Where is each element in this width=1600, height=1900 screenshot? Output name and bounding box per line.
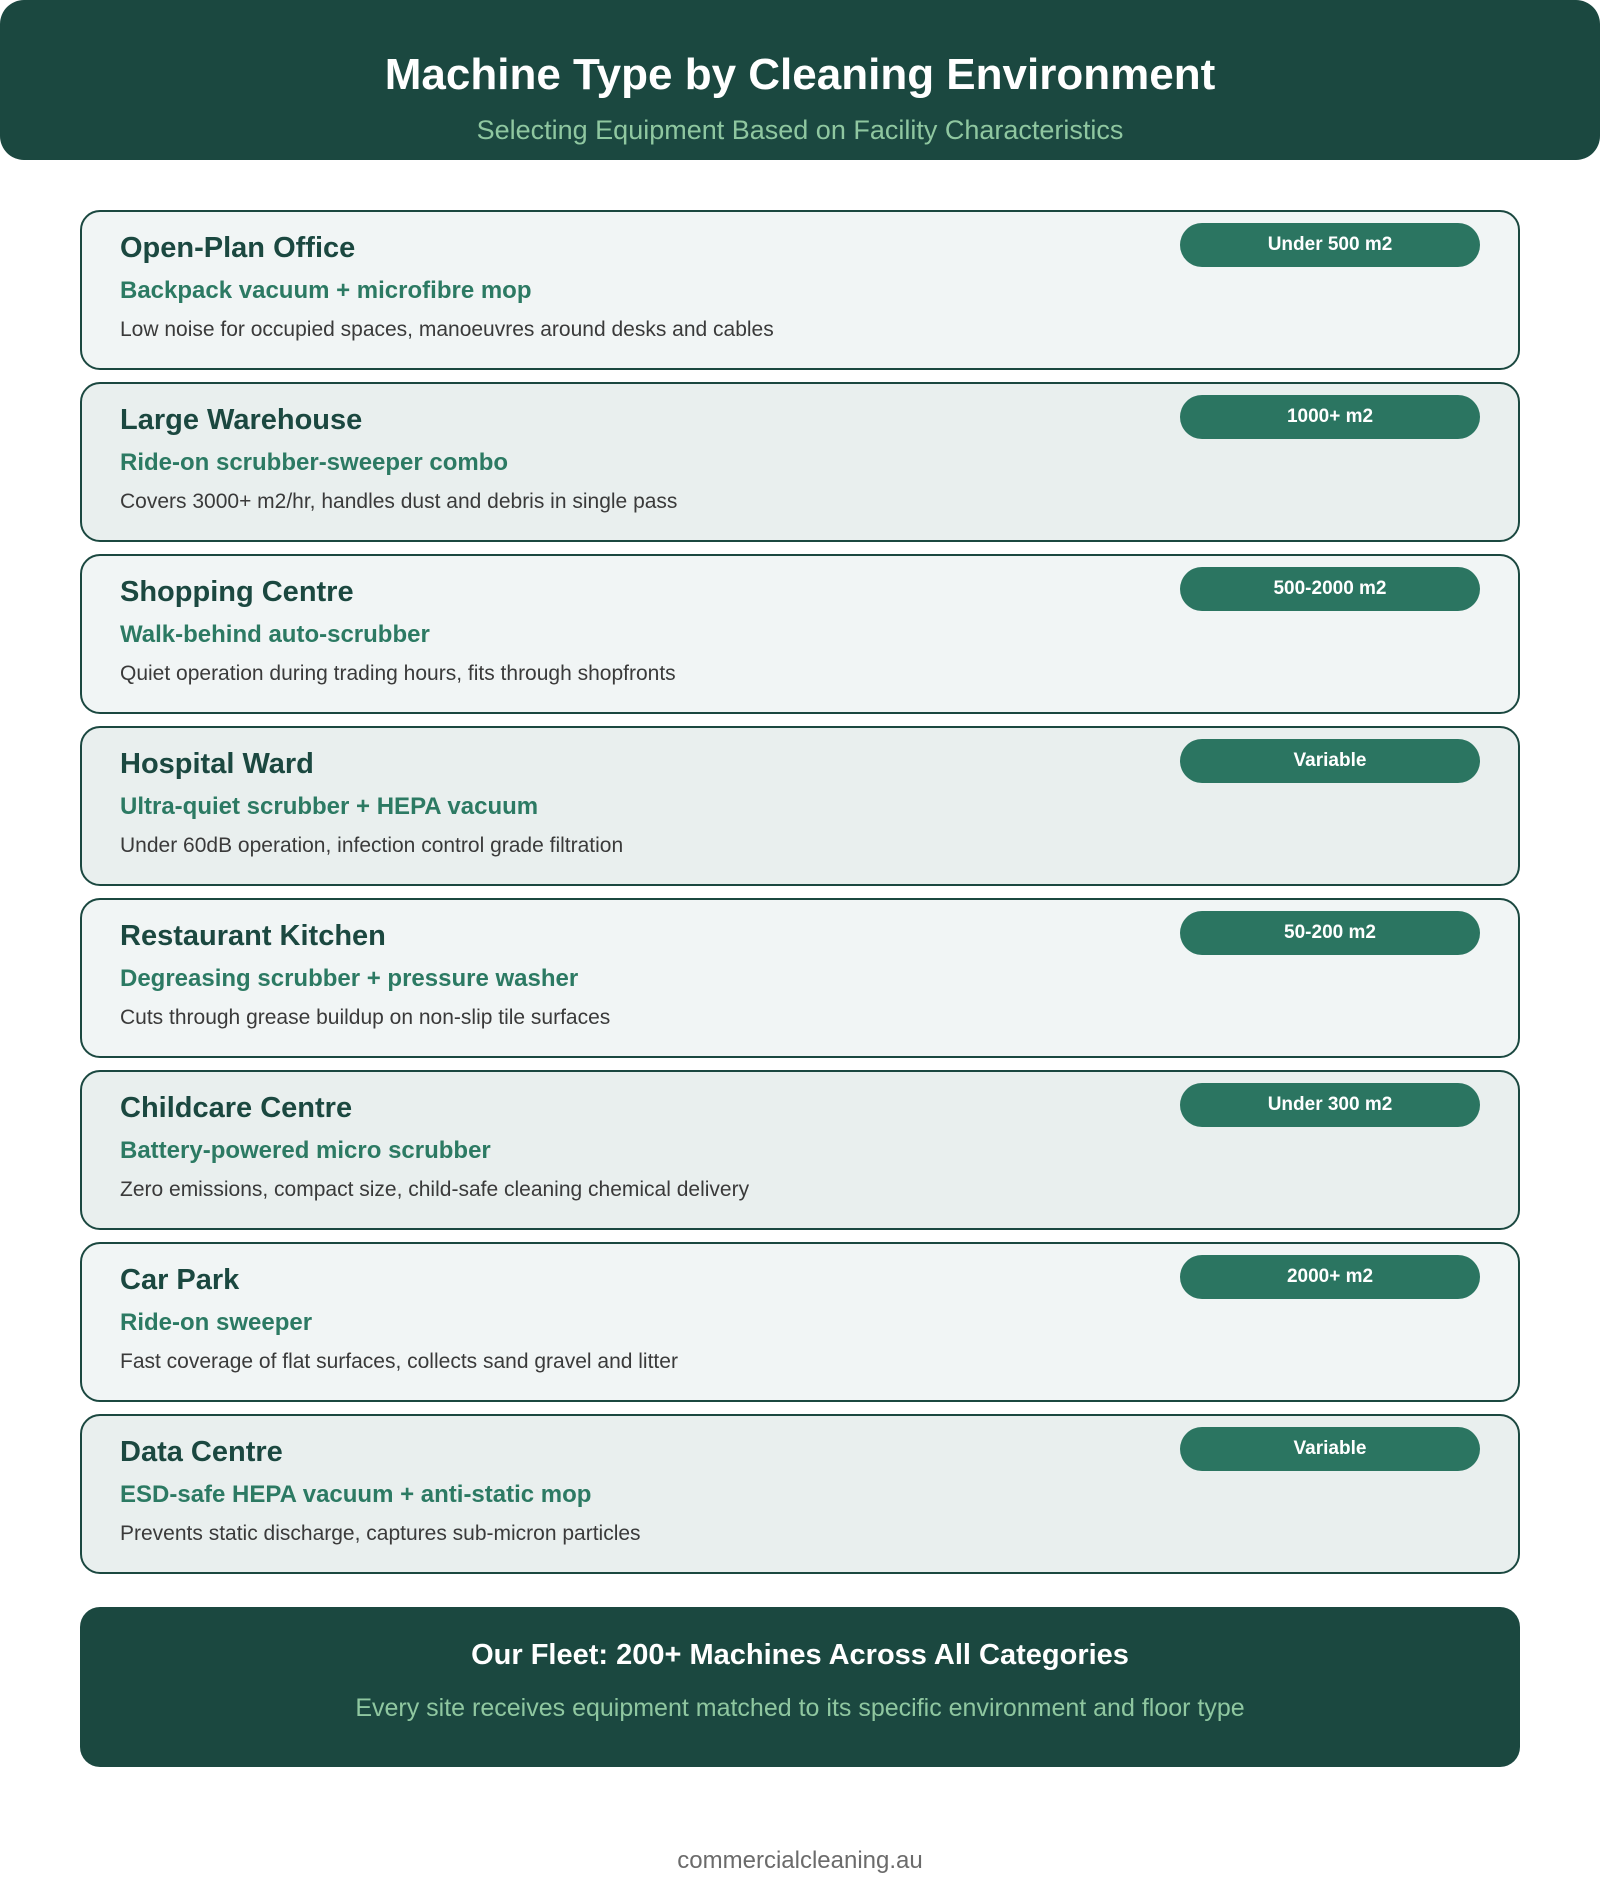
environment-card-car-park — [80, 1242, 1520, 1402]
environment-name: Shopping Centre — [120, 576, 354, 608]
environment-description: Covers 3000+ m2/hr, handles dust and debris in single pass — [120, 490, 678, 513]
machine-type: Backpack vacuum + microfibre mop — [120, 277, 532, 304]
header-banner — [0, 0, 1600, 160]
environment-description: Prevents static discharge, captures sub-micron particles — [120, 1522, 641, 1545]
environment-card-restaurant-kitchen — [80, 898, 1520, 1058]
page-title: Machine Type by Cleaning Environment — [384, 50, 1216, 99]
machine-type: Ride-on sweeper — [120, 1309, 313, 1336]
environment-description: Under 60dB operation, infection control grade filtration — [120, 834, 624, 857]
environment-description: Low noise for occupied spaces, manoeuvres around desks and cables — [120, 318, 774, 341]
fleet-summary-banner — [80, 1607, 1520, 1767]
environment-description: Cuts through grease buildup on non-slip tile surfaces — [120, 1006, 611, 1029]
environment-card-childcare-centre — [80, 1070, 1520, 1230]
site-url: commercialcleaning.au — [677, 1847, 923, 1874]
page-subtitle: Selecting Equipment Based on Facility Characteristics — [476, 115, 1124, 145]
area-badge: Under 300 m2 — [1180, 1083, 1480, 1127]
environment-name: Restaurant Kitchen — [120, 920, 386, 952]
area-badge: 1000+ m2 — [1180, 395, 1480, 439]
area-badge: Under 500 m2 — [1180, 223, 1480, 267]
environment-name: Hospital Ward — [120, 748, 314, 780]
environment-description: Fast coverage of flat surfaces, collects sand gravel and litter — [120, 1350, 678, 1373]
area-badge: 50-200 m2 — [1180, 911, 1480, 955]
environment-name: Open-Plan Office — [120, 232, 356, 264]
environment-card-large-warehouse — [80, 382, 1520, 542]
machine-type: Ride-on scrubber-sweeper combo — [120, 449, 509, 476]
environment-description: Zero emissions, compact size, child-safe cleaning chemical delivery — [120, 1178, 750, 1201]
machine-type: ESD-safe HEPA vacuum + anti-static mop — [120, 1481, 592, 1508]
machine-type: Walk-behind auto-scrubber — [120, 621, 430, 648]
machine-type: Ultra-quiet scrubber + HEPA vacuum — [120, 793, 539, 820]
environment-card-open-plan-office — [80, 210, 1520, 370]
fleet-text: Every site receives equipment matched to its specific environment and floor type — [355, 1694, 1245, 1722]
environment-name: Data Centre — [120, 1436, 283, 1468]
environment-card-shopping-centre — [80, 554, 1520, 714]
area-badge: Variable — [1180, 739, 1480, 783]
environment-list — [80, 210, 1520, 1586]
environment-name: Car Park — [120, 1264, 240, 1296]
area-badge: Variable — [1180, 1427, 1480, 1471]
fleet-title: Our Fleet: 200+ Machines Across All Categories — [471, 1639, 1129, 1671]
environment-card-hospital-ward — [80, 726, 1520, 886]
machine-type: Battery-powered micro scrubber — [120, 1137, 491, 1164]
environment-card-data-centre — [80, 1414, 1520, 1574]
environment-name: Large Warehouse — [120, 404, 363, 436]
environment-description: Quiet operation during trading hours, fits through shopfronts — [120, 662, 676, 685]
area-badge: 500-2000 m2 — [1180, 567, 1480, 611]
area-badge: 2000+ m2 — [1180, 1255, 1480, 1299]
environment-name: Childcare Centre — [120, 1092, 353, 1124]
machine-type: Degreasing scrubber + pressure washer — [120, 965, 579, 992]
